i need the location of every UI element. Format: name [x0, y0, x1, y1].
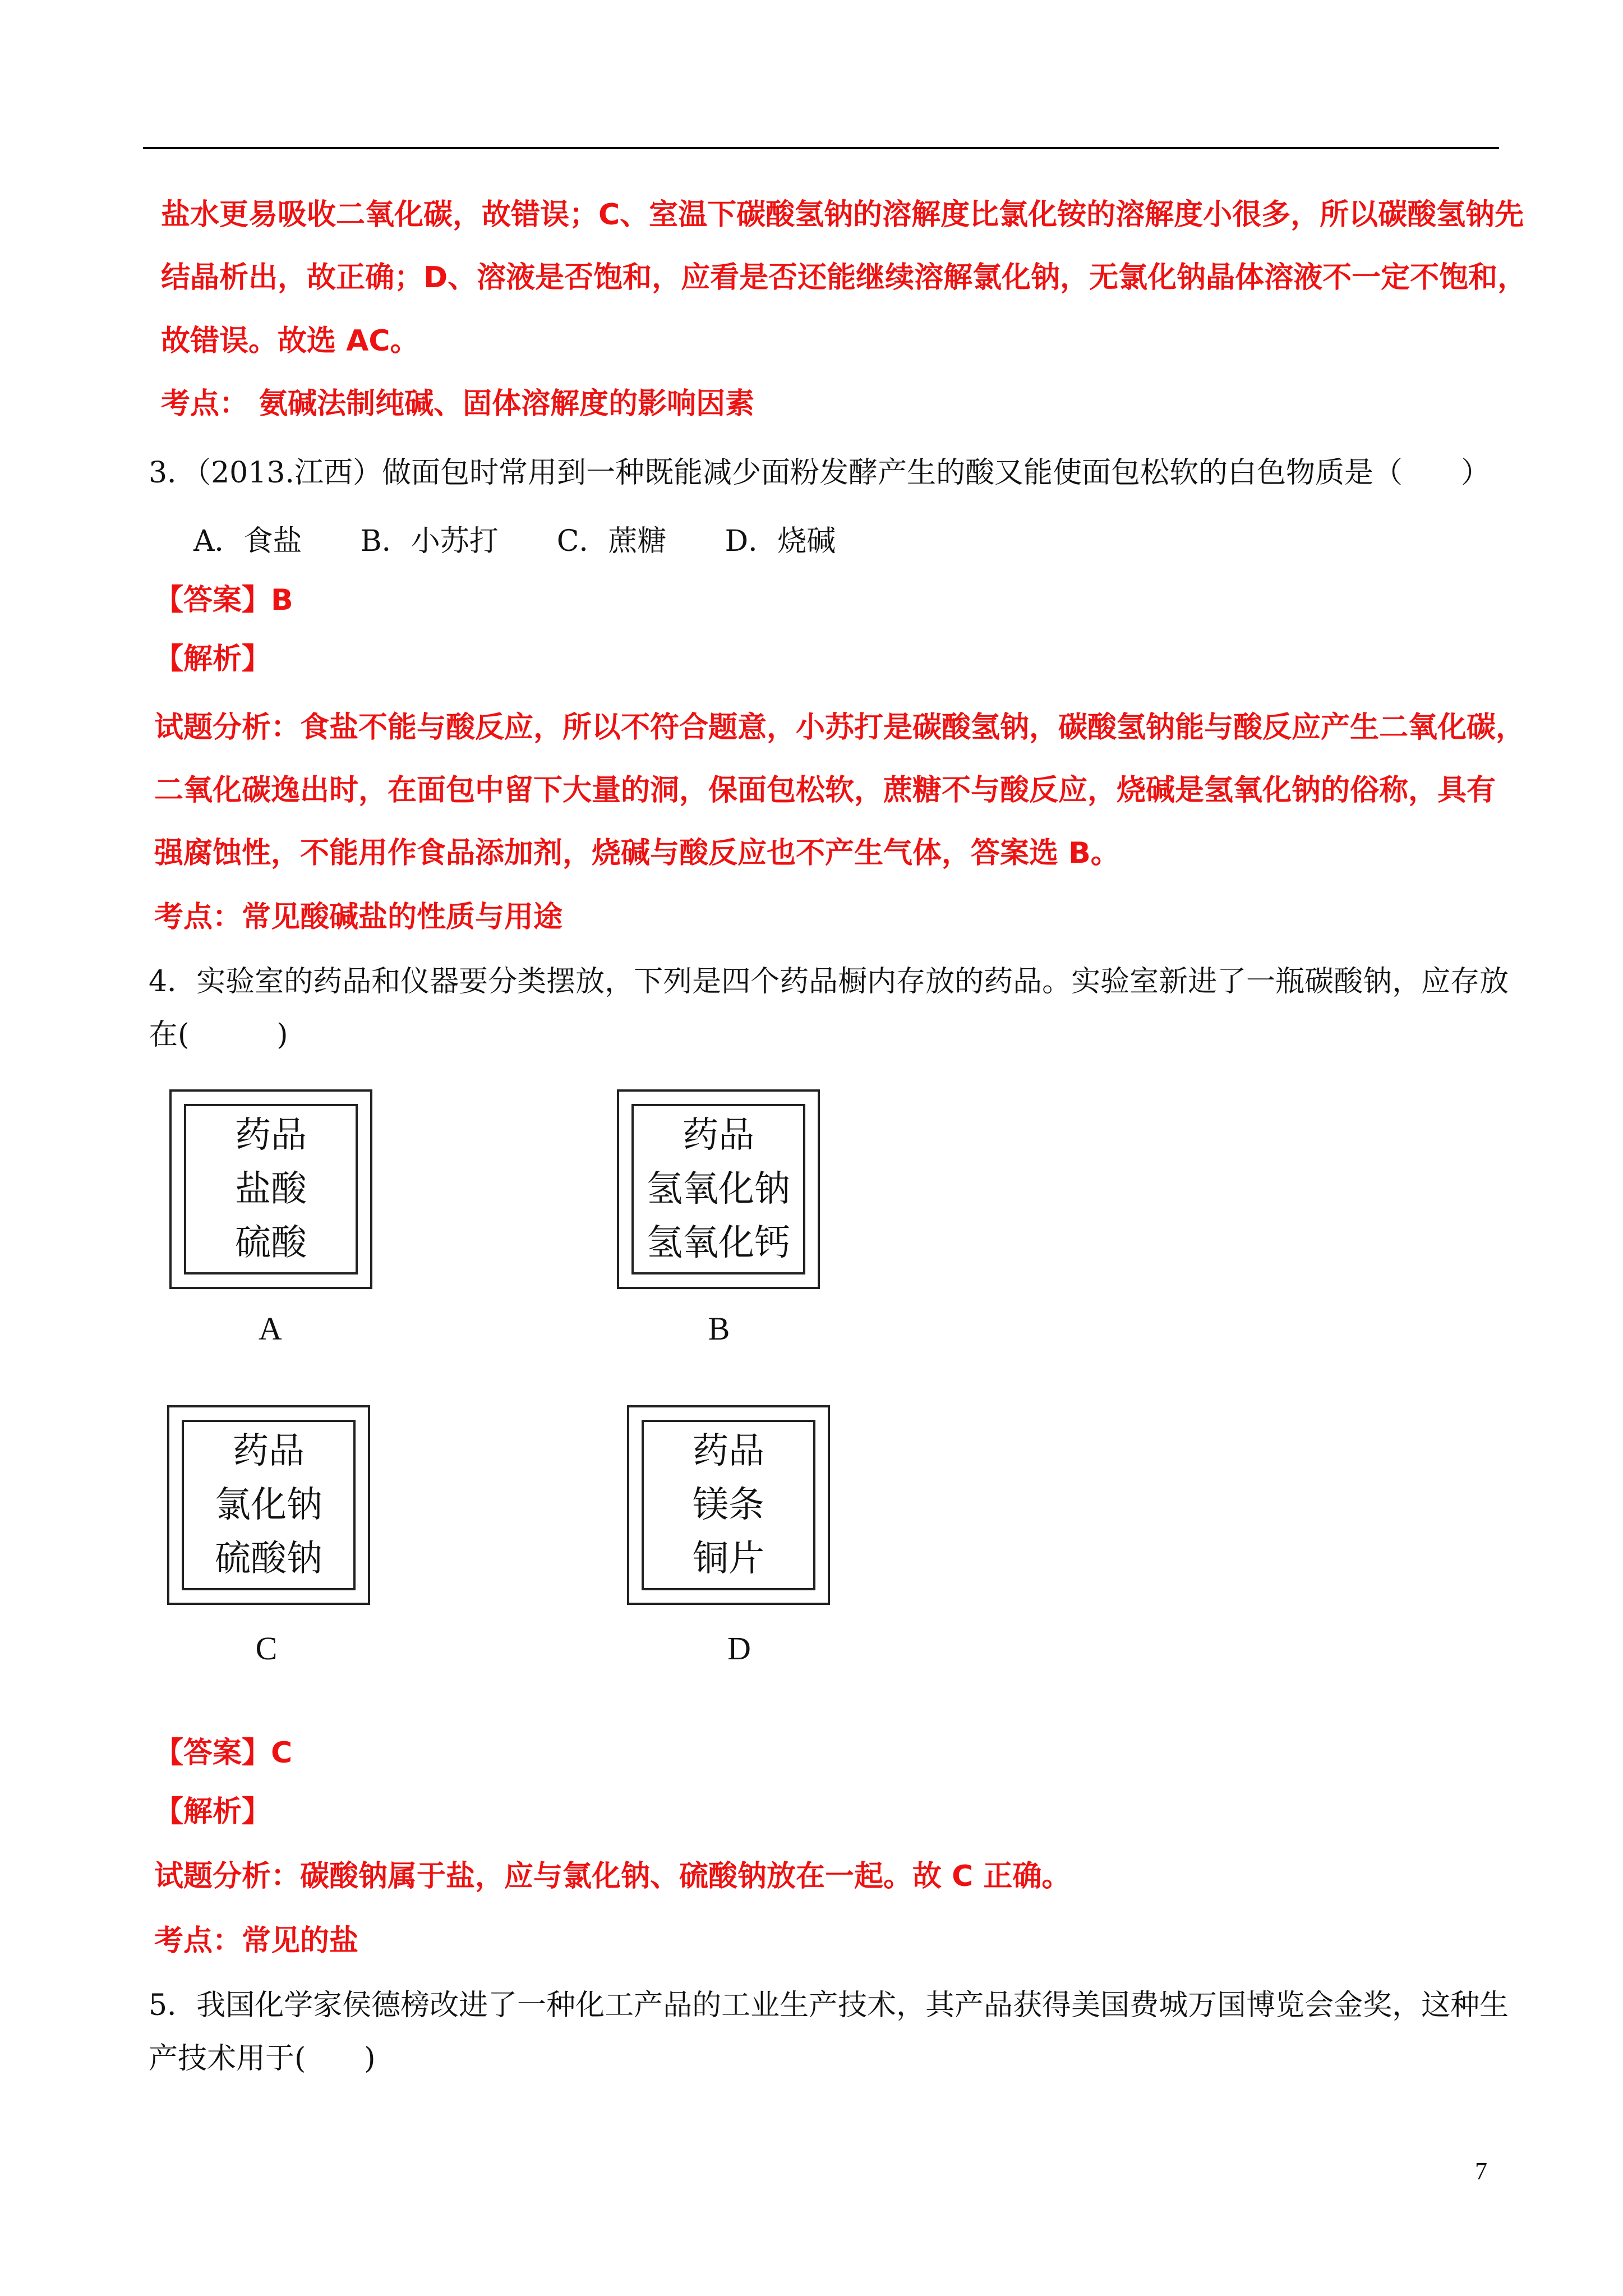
cabinet-label: C: [255, 1630, 278, 1667]
knowledge-point: 考点： 氨碱法制纯碱、固体溶解度的影响因素: [161, 387, 755, 421]
cabinet-a: [169, 1089, 372, 1289]
cabinet-label: D: [727, 1630, 751, 1667]
answer-label: 【答案】C: [154, 1736, 293, 1770]
cabinet-item: 氢氧化钠: [647, 1168, 790, 1210]
question-4: 4．实验室的药品和仪器要分类摆放，下列是四个药品橱内存放的药品。实验室新进了一瓶碳酸钠，应存放: [149, 965, 1509, 999]
analysis-label: 【解析】: [154, 642, 271, 676]
cabinet-item: 药品: [683, 1115, 754, 1156]
cabinet-d: [627, 1405, 830, 1605]
text-line: 结晶析出，故正确；D、溶液是否饱和，应看是否还能继续溶解氯化钠，无氯化钠晶体溶液不一定不饱和，: [161, 261, 1527, 295]
cabinet-item: 药品: [235, 1115, 307, 1156]
analysis-text: 试题分析：食盐不能与酸反应，所以不符合题意，小苏打是碳酸氢钠，碳酸氢钠能与酸反应产生二氧化碳，: [154, 711, 1525, 744]
question-4-cont: 在( ): [149, 1018, 288, 1052]
answer-label: 【答案】B: [154, 583, 293, 617]
cabinet-label: A: [259, 1310, 282, 1347]
question-5: 5．我国化学家侯德榜改进了一种化工产品的工业生产技术，其产品获得美国费城万国博览会金奖，这种生: [149, 1989, 1509, 2022]
cabinet-item: 铜片: [693, 1538, 764, 1580]
cabinet-c: [167, 1405, 370, 1605]
cabinet-item: 药品: [233, 1430, 305, 1472]
question-3-options: A．食盐 B．小苏打 C．蔗糖 D．烧碱: [193, 524, 836, 558]
knowledge-point: 考点：常见酸碱盐的性质与用途: [154, 900, 563, 934]
cabinet-b: [617, 1089, 820, 1289]
text-line: 盐水更易吸收二氧化碳，故错误；C、室温下碳酸氢钠的溶解度比氯化铵的溶解度小很多，所以碳酸氢钠先: [161, 198, 1524, 232]
cabinet-item: 盐酸: [235, 1168, 307, 1210]
cabinet-item: 药品: [693, 1430, 764, 1472]
analysis-text: 二氧化碳逸出时，在面包中留下大量的洞，保面包松软，蔗糖不与酸反应，烧碱是氢氧化钠的俗称，具有: [154, 774, 1496, 807]
knowledge-point: 考点：常见的盐: [154, 1924, 359, 1958]
question-5-cont: 产技术用于( ): [149, 2042, 376, 2076]
cabinet-item: 硫酸钠: [215, 1538, 322, 1580]
cabinet-item: 氯化钠: [215, 1484, 322, 1526]
text-line: 故错误。故选 AC。: [161, 324, 419, 358]
analysis-text: 试题分析：碳酸钠属于盐，应与氯化钠、硫酸钠放在一起。故 C 正确。: [154, 1860, 1071, 1893]
question-3: 3．（2013.江西）做面包时常用到一种既能减少面粉发酵产生的酸又能使面包松软的白色物质是（ ）: [149, 456, 1490, 490]
header-rule: [143, 147, 1499, 149]
analysis-text: 强腐蚀性，不能用作食品添加剂，烧碱与酸反应也不产生气体，答案选 B。: [154, 836, 1120, 870]
cabinet-item: 硫酸: [235, 1222, 307, 1264]
analysis-label: 【解析】: [154, 1795, 271, 1829]
cabinet-item: 镁条: [693, 1484, 764, 1526]
page-number: 7: [1475, 2157, 1487, 2185]
cabinet-item: 氢氧化钙: [647, 1222, 790, 1264]
cabinet-label: B: [708, 1310, 730, 1347]
